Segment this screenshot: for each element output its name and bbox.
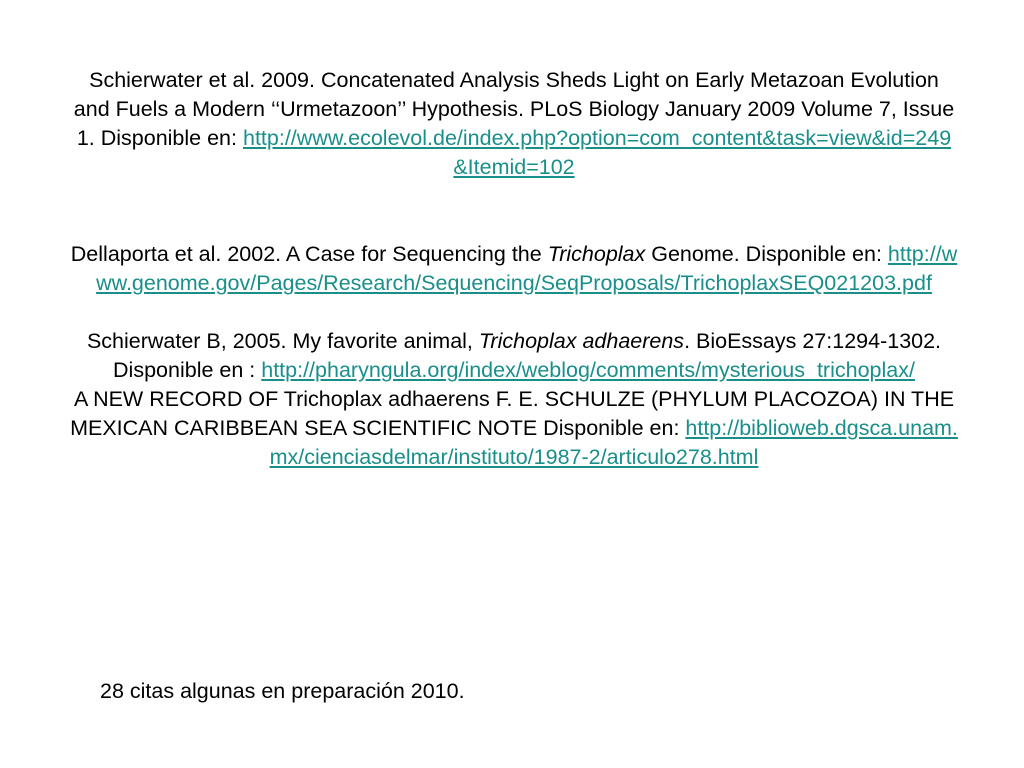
reference-text-before: Schierwater B, 2005. My favorite animal,: [86, 329, 479, 353]
reference-link[interactable]: http://www.ecolevol.de/index.php?option=com_content&task=view&id=249&Itemid=102: [242, 126, 952, 179]
reference-italic-taxon: Trichoplax: [547, 242, 646, 266]
reference-text: Schierwater et al. 2009. Concatenated Analysis Sheds Light on Early Metazoan Evolution and Fuels a Modern ‘‘Urmetazoon’’ Hypothesis. PLoS Biology January 2009 Volume 7, Issue 1. Disponible en:: [73, 68, 955, 150]
reference-schierwater-2005: [70, 327, 958, 385]
reference-text-after: Genome. Disponible en:: [645, 242, 882, 266]
reference-new-record: [70, 385, 958, 472]
reference-text-before: Dellaporta et al. 2002. A Case for Sequencing the: [70, 242, 548, 266]
reference-dellaporta-2002: [70, 240, 958, 298]
reference-link[interactable]: http://pharyngula.org/index/weblog/comments/mysterious_trichoplax/: [261, 358, 915, 382]
reference-schierwater-2009: [70, 66, 958, 182]
reference-italic-taxon: Trichoplax adhaerens: [478, 329, 685, 353]
reference-link[interactable]: http://biblioweb.dgsca.unam.mx/cienciasdelmar/instituto/1987-2/articulo278.html: [269, 416, 958, 469]
reference-text: A NEW RECORD OF Trichoplax adhaerens F. E. SCHULZE (PHYLUM PLACOZOA) IN THE MEXICAN CARIBBEAN SEA SCIENTIFIC NOTE Disponible en:: [70, 387, 955, 440]
citation-count-note: 28 citas algunas en preparación 2010.: [100, 679, 465, 703]
reference-text-after: . BioEssays 27:1294-1302. Disponible en :: [113, 329, 942, 382]
references-block: [70, 66, 958, 472]
reference-link[interactable]: http://www.genome.gov/Pages/Research/Sequencing/SeqProposals/TrichoplaxSEQ021203.pdf: [96, 242, 958, 295]
